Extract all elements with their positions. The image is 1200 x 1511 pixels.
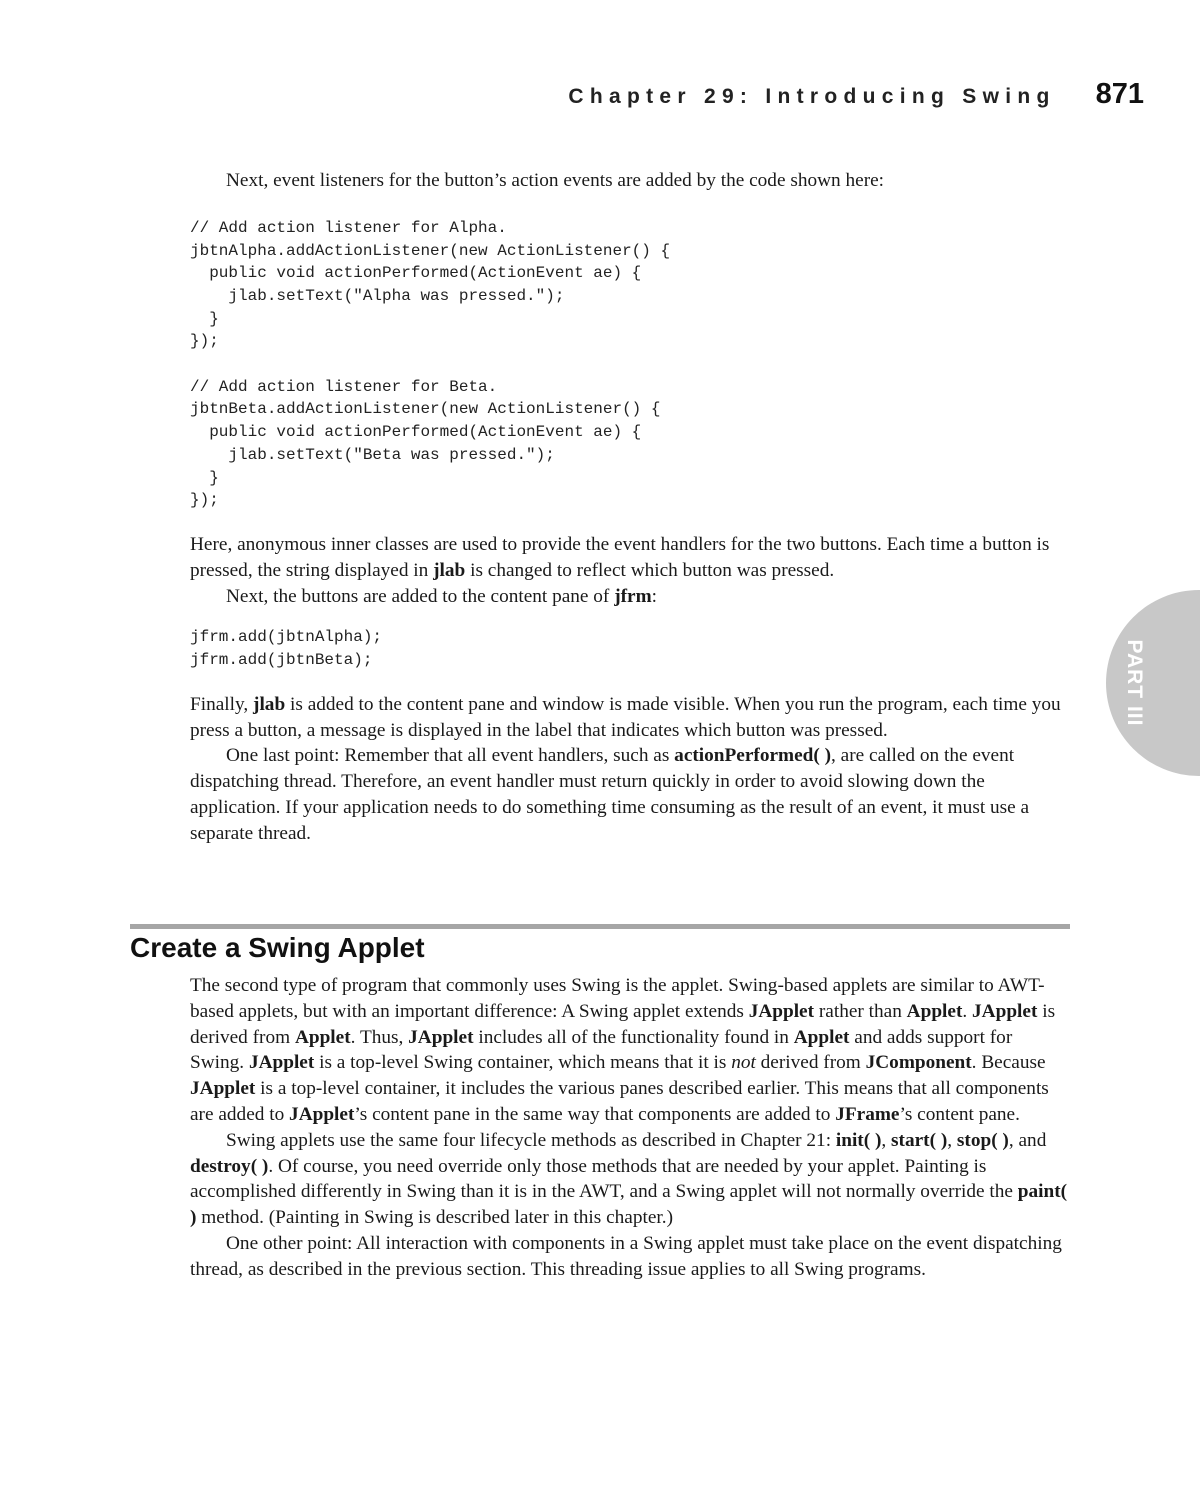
emphasis: not [731, 1052, 756, 1074]
code-term: jlab [433, 559, 466, 581]
text-span: . Because [971, 1052, 1046, 1074]
text-span: is a top-level Swing container, which means that it is [314, 1052, 732, 1074]
text-span: . [962, 1000, 973, 1022]
text-span: ’s content pane in the same way that components are added to [354, 1103, 836, 1125]
code-listing-listeners: // Add action listener for Alpha. jbtnAlpha.addActionListener(new ActionListener() { public void actionPerformed(ActionEvent ae) { jlab.setText("Alpha was pressed."); } }); // Add action listener for Beta. jbtnBeta.addActionListener(new ActionListener() { public void actionPerformed(ActionEvent ae) { jlab.setText("Beta was pressed."); } }); [190, 218, 671, 510]
intro-paragraph: Next, event listeners for the button’s action events are added by the code shown here: [226, 170, 885, 191]
code-term: JApplet [408, 1026, 474, 1048]
text-span: , are called on the event dispatching thread. Therefore, an event handler must return quickly in order to avoid slowing down the application. If your application needs to do something time consuming as the result of an event, it must use a separate thread. [190, 745, 1030, 844]
text-span: ’s content pane. [899, 1103, 1020, 1125]
part-tab-label: PART III [1123, 639, 1146, 727]
paragraph-finally [190, 692, 1070, 744]
code-term: Applet [793, 1026, 850, 1048]
paragraph-last-point [190, 743, 1070, 846]
text-span: The second type of program that commonly uses Swing is the applet. Swing-based applets are similar to AWT-based applets, but with an important difference: A Swing applet extends [190, 975, 1045, 1022]
paragraph-anonymous-classes [190, 532, 1070, 584]
code-term: jlab [253, 693, 286, 715]
running-head [568, 78, 1144, 111]
text-span: is derived from [190, 1000, 1056, 1048]
code-term: actionPerformed( ) [674, 745, 832, 767]
code-term: JApplet [190, 1078, 256, 1100]
text-span: rather than [814, 1000, 907, 1022]
paragraph-lifecycle [190, 1128, 1070, 1231]
text-span: method. (Painting in Swing is described later in this chapter.) [196, 1207, 674, 1229]
code-listing-add-buttons: jfrm.add(jbtnAlpha); jfrm.add(jbtnBeta); [190, 628, 383, 670]
code-term: init( ) [835, 1129, 882, 1151]
text-span: is changed to reflect which button was pressed. [465, 559, 835, 581]
code-term: JApplet [248, 1052, 315, 1074]
code-term: JFrame [835, 1103, 900, 1125]
code-term: Applet [906, 1000, 963, 1022]
code-term: JApplet [972, 1000, 1038, 1022]
text-span: is a top-level container, it includes the various panes described earlier. This means that all components are added to [190, 1078, 1049, 1125]
section-body [190, 973, 1070, 1283]
page-number: 871 [1095, 78, 1144, 110]
text-span: , and [1008, 1129, 1047, 1151]
code-term: jfrm [614, 585, 652, 607]
text-span: and adds support for Swing. [190, 1026, 1013, 1074]
text-span: , [947, 1129, 957, 1151]
text-span: Swing applets use the same four lifecycle methods as described in Chapter 21: [226, 1129, 836, 1151]
text-span: derived from [755, 1052, 866, 1074]
code-term: Applet [294, 1026, 351, 1048]
chapter-title: Chapter 29: Introducing Swing [568, 85, 1056, 108]
paragraph-buttons-added [190, 584, 1070, 610]
paragraph-applet-intro [190, 973, 1070, 1128]
text-span: Here, anonymous inner classes are used to provide the event handlers for the two buttons. Each time a button is pressed, the string displayed in [190, 533, 1050, 581]
section-divider [130, 924, 1070, 929]
text-span: : [651, 585, 658, 607]
page-body [190, 168, 1070, 847]
code-term: JComponent [865, 1052, 972, 1074]
code-term: start( ) [891, 1129, 948, 1151]
text-span: Next, the buttons are added to the content pane of [226, 585, 615, 607]
code-term: destroy( ) [190, 1155, 269, 1177]
text-span: includes all of the functionality found in [473, 1026, 794, 1048]
part-tab [1106, 590, 1200, 776]
code-term: paint( ) [190, 1181, 1068, 1229]
text-span: , [881, 1129, 892, 1151]
code-term: JApplet [289, 1103, 355, 1125]
text-span: Finally, [190, 693, 254, 715]
section-heading: Create a Swing Applet [130, 932, 425, 963]
text-span: One last point: Remember that all event handlers, such as [226, 745, 675, 767]
code-term: JApplet [748, 1000, 815, 1022]
paragraph-threading: One other point: All interaction with components in a Swing applet must take place on the event dispatching thread, as described in the previous section. This threading issue applies to all Swing programs. [190, 1232, 1062, 1280]
text-span: . Of course, you need override only those methods that are needed by your applet. Painting is accomplished differently in Swing than it is in the AWT, and a Swing applet will not normally override the [190, 1155, 1018, 1203]
code-term: stop( ) [956, 1129, 1009, 1151]
text-span: . Thus, [350, 1026, 409, 1048]
text-span: is added to the content pane and window is made visible. When you run the program, each time you press a button, a message is displayed in the label that indicates which button was pressed. [190, 693, 1061, 741]
